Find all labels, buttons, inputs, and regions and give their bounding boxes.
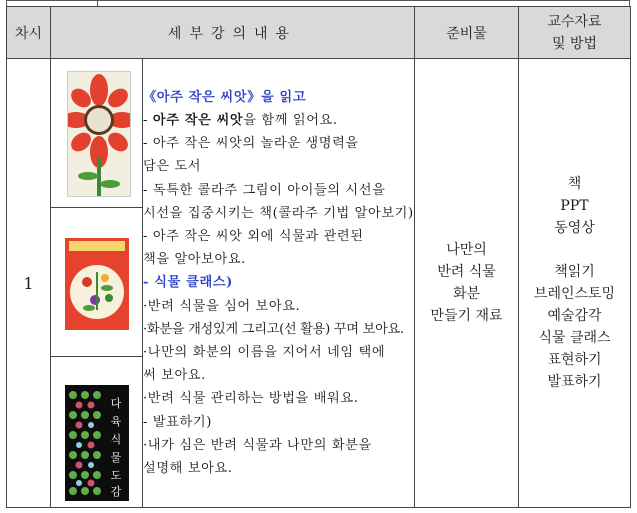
succulent-cover-icon [65, 385, 129, 501]
lesson-content [143, 59, 415, 508]
content-line: - 아주 작은 씨앗의 놀라운 생명력을 [143, 136, 359, 152]
book-cell [51, 59, 142, 208]
content-line: 설명해 보아요. [143, 461, 233, 477]
svg-text:다: 다 [110, 397, 122, 410]
content-line: ·반려 식물 관리하는 방법을 배워요. [143, 391, 359, 407]
svg-text:도: 도 [110, 469, 122, 482]
content-line: ·반려 식물을 심어 보아요. [143, 298, 301, 314]
preparation-line: 만들기 재료 [430, 308, 503, 324]
header-materials-line1: 교수자료 [547, 13, 602, 30]
material-item: 동영상 [554, 220, 595, 236]
method-item: 브레인스토밍 [533, 286, 616, 302]
flower-cover-icon [67, 71, 131, 197]
content-line: ·화분을 개성있게 그리고(선 활용) 꾸며 보아요. [143, 321, 404, 337]
material-item: PPT [560, 198, 589, 214]
preparation-cell [415, 59, 519, 508]
content-line: 책을 알아보아요. [143, 252, 246, 268]
svg-text:감: 감 [110, 485, 122, 498]
content-line: 시선을 집중시키는 책(콜라주 기법 알아보기) [143, 205, 414, 221]
method-item: 책읽기 [554, 264, 595, 280]
header-content: 세부강의내용 [51, 7, 415, 59]
content-line-rest: 을 함께 읽어요. [243, 112, 338, 128]
content-line-class-heading: - 식물 클래스) [143, 275, 233, 291]
method-item: 식물 클래스 [538, 330, 611, 346]
materials-method-cell [519, 59, 631, 508]
top-border [6, 0, 630, 1]
svg-text:식: 식 [110, 433, 122, 446]
svg-text:육: 육 [110, 415, 122, 428]
header-preparation: 준비물 [415, 7, 519, 59]
svg-text:물: 물 [110, 451, 122, 464]
spacer [519, 239, 630, 261]
book-cell [51, 357, 142, 507]
book-cell [51, 208, 142, 357]
method-item: 예술감각 [547, 308, 602, 324]
content-line: 써 보아요. [143, 368, 206, 384]
header-materials [519, 7, 631, 59]
session-number: 1 [7, 59, 51, 508]
content-line: - 아주 작은 씨앗 외에 식물과 관련된 [143, 228, 364, 244]
content-bold-title: 아주 작은 씨앗 [152, 112, 244, 128]
method-item: 발표하기 [547, 374, 602, 390]
preparation-line: 나만의 [446, 242, 487, 258]
header-session: 차시 [7, 7, 51, 59]
plant-cover-icon [65, 238, 129, 330]
content-line: - 발표하기) [143, 414, 212, 430]
content-line-title: 《아주 작은 씨앗》을 읽고 [143, 89, 307, 105]
content-line: ·나만의 화분의 이름을 지어서 네임 택에 [143, 345, 386, 360]
table-row [7, 59, 631, 508]
lesson-plan-table [6, 6, 631, 508]
preparation-line: 반려 식물 [437, 264, 496, 280]
content-line: ·내가 심은 반려 식물과 나만의 화분을 [143, 437, 372, 453]
content-line: 담은 도서 [143, 159, 202, 175]
preparation-line: 화분 [452, 286, 481, 302]
content-line: - 독특한 콜라주 그림이 아이들의 시선을 [143, 182, 386, 198]
method-item: 표현하기 [547, 352, 602, 368]
table-header-row [7, 7, 631, 59]
material-item: 책 [567, 176, 582, 192]
header-materials-line2: 및 방법 [551, 35, 598, 52]
content-line: - 아주 작은 씨앗을 함께 읽어요. [143, 112, 338, 128]
book-images-column [51, 59, 143, 508]
